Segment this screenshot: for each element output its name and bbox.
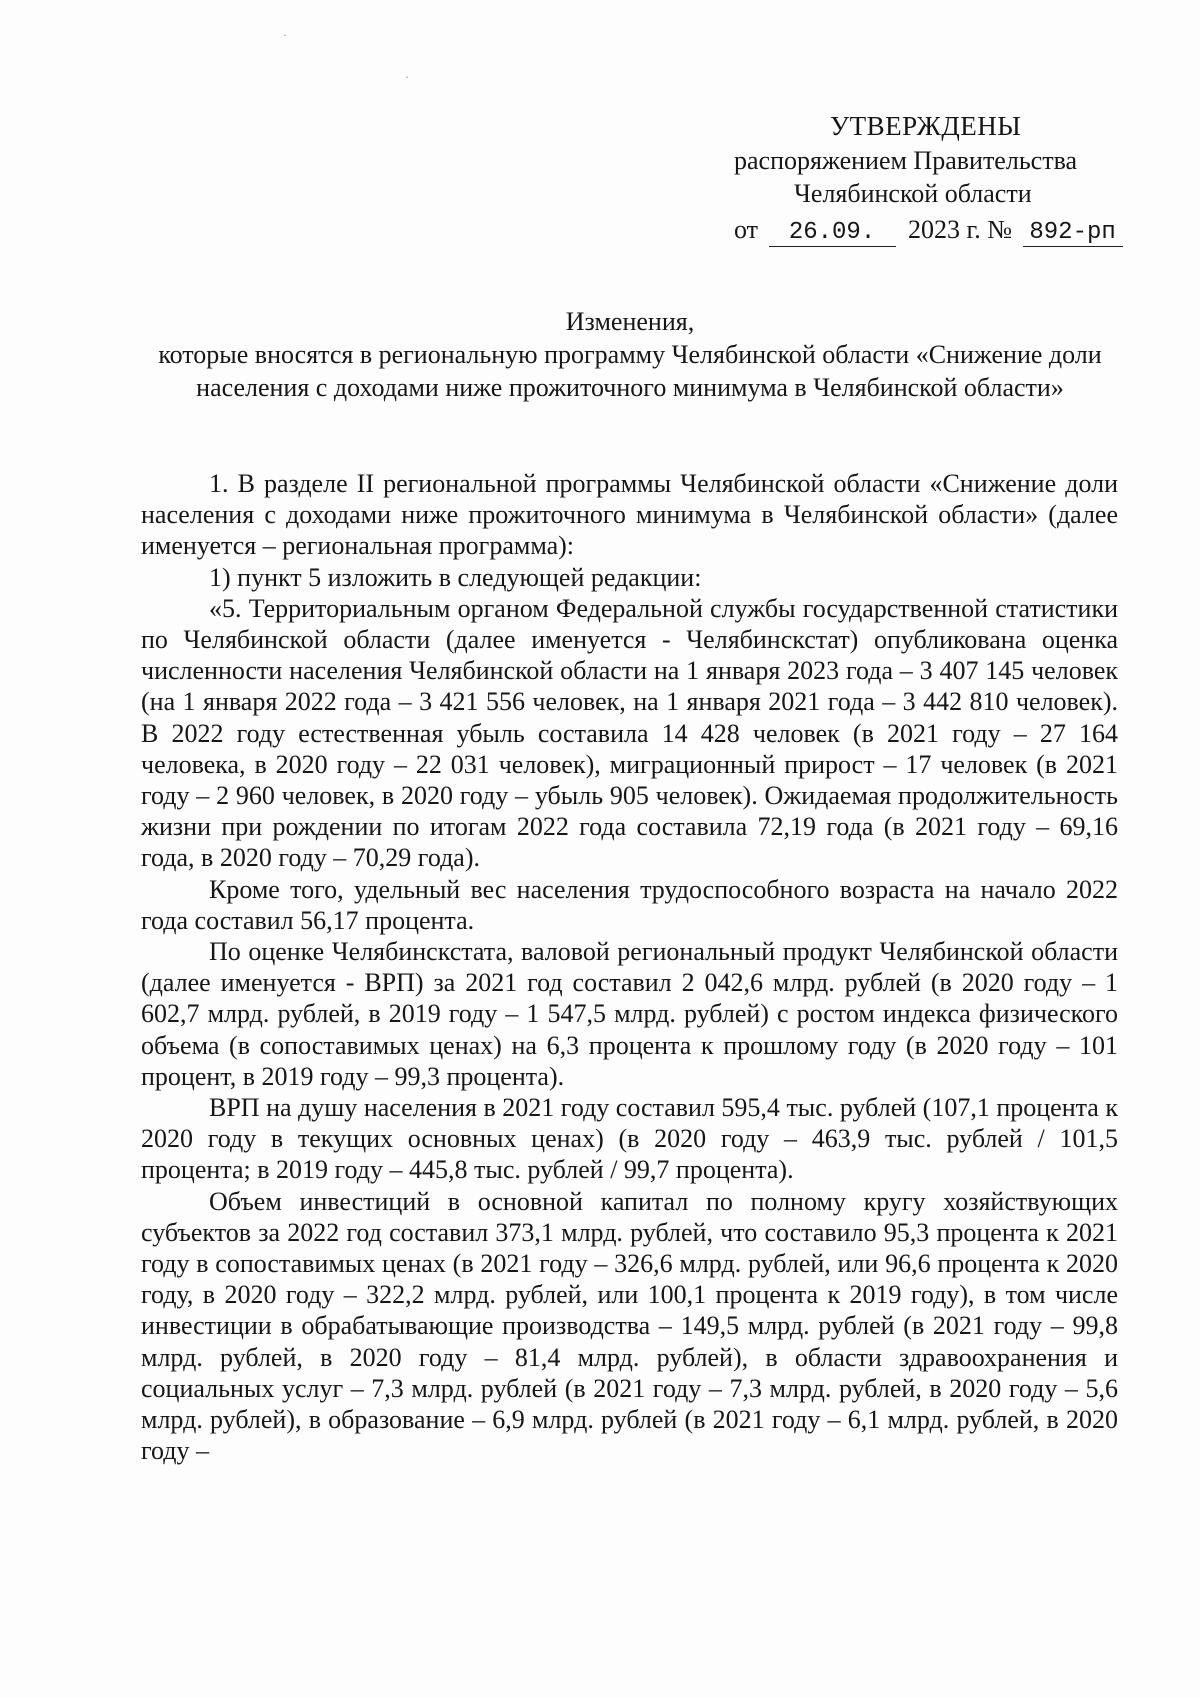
paragraph: «5. Территориальным органом Федеральной службы государственной статистики по Челябинской области (далее именуется - Челябинскстат) опубликована оценка численности населения Челябинской области на 1 января 2023 года – 3 407 145 человек (на 1 января 2022 года – 3 421 556 человек, на 1 января 2021 года – 3 442 810 человек). В 2022 году естественная убыль составила 14 428 человек (в 2021 году – 27 164 человека, в 2020 году – 22 031 человек), миграционный прирост – 17 человек (в 2021 году – 2 960 человек, в 2020 году – убыль 905 человек). Ожидаемая продолжительность жизни при рождении по итогам 2022 года составила 72,19 года (в 2021 году – 69,16 года, в 2020 году – 70,29 года). — [141, 593, 1118, 873]
heading-subtitle: которые вносятся в региональную программу Челябинской области «Снижение доли населения с доходами ниже прожиточного минимума в Челябинской области» — [158, 340, 1102, 402]
paragraph: Объем инвестиций в основной капитал по полному кругу хозяйствующих субъектов за 2022 год составил 373,1 млрд. рублей, что составило 95,3 процента к 2021 году в сопоставимых ценах (в 2021 году – 326,6 млрд. рублей, или 96,6 процента к 2020 году, в 2020 году – 322,2 млрд. рублей, или 100,1 процента к 2019 году), в том числе инвестиции в обрабатывающие производства – 149,5 млрд. рублей (в 2021 году – 99,8 млрд. рублей, в 2020 году – 81,4 млрд. рублей), в области здравоохранения и социальных услуг – 7,3 млрд. рублей (в 2021 году – 7,3 млрд. рублей, в 2020 году – 5,6 млрд. рублей), в образование – 6,9 млрд. рублей (в 2021 году – 6,1 млрд. рублей, в 2020 году – — [141, 1186, 1118, 1466]
approval-date-line — [734, 213, 1123, 247]
paragraph: 1) пункт 5 изложить в следующей редакции: — [209, 562, 702, 592]
approval-number: 892-рп — [1023, 220, 1123, 247]
paragraph: ВРП на душу населения в 2021 году составил 595,4 тыс. рублей (107,1 процента к 2020 году в текущих основных ценах) (в 2020 году – 463,9 тыс. рублей / 101,5 процента; в 2019 году – 445,8 тыс. рублей / 99,7 процента). — [141, 1093, 1118, 1185]
approval-title: УТВЕРЖДЕНЫ — [830, 111, 1022, 141]
approval-line-2: Челябинской области — [794, 179, 1032, 208]
approval-year: 2023 г. № — [908, 215, 1013, 244]
approval-prefix: от — [734, 215, 759, 244]
approval-line-1: распоряжением Правительства — [734, 146, 1078, 175]
paragraph: По оценке Челябинскстата, валовой региональный продукт Челябинской области (далее именуется - ВРП) за 2021 год составил 2 042,6 млрд. рублей (в 2020 году – 1 602,7 млрд. рублей, в 2019 году – 1 547,5 млрд. рублей) с ростом индекса физического объема (в сопоставимых ценах) на 6,3 процента к прошлому году (в 2020 году – 101 процент, в 2019 году – 99,3 процента). — [141, 937, 1118, 1091]
heading-title: Изменения, — [565, 307, 695, 336]
approval-date: 26.09. — [769, 220, 896, 247]
scan-speck: · — [405, 70, 409, 84]
scan-speck: · — [283, 28, 287, 42]
document-heading — [135, 305, 1125, 404]
document-body — [141, 468, 1118, 1467]
paragraph: 1. В разделе II региональной программы Челябинской области «Снижение доли населения с доходами ниже прожиточного минимума в Челябинской области» (далее именуется – региональная программа): — [141, 469, 1118, 561]
paragraph: Кроме того, удельный вес населения трудоспособного возраста на начало 2022 года составил 56,17 процента. — [141, 874, 1118, 935]
